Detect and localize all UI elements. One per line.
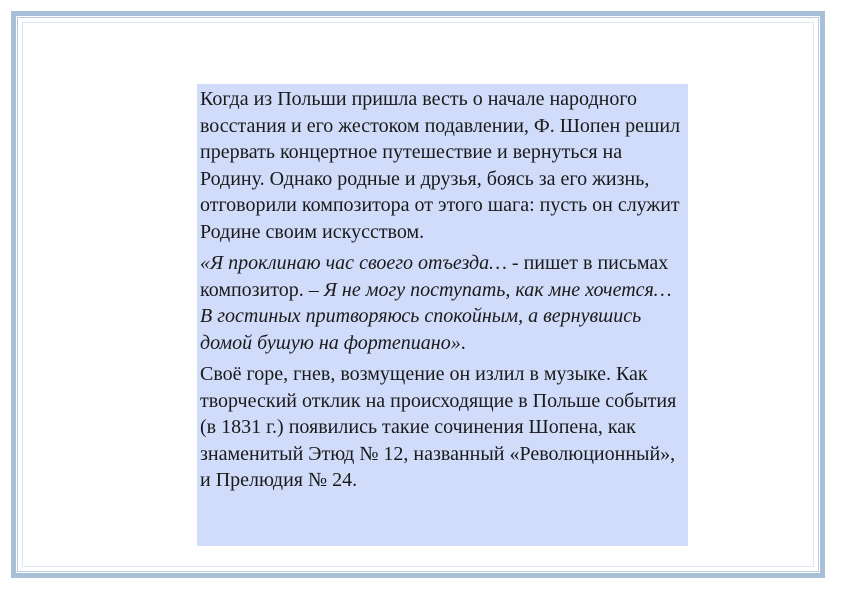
quote-attribution: - пишет в письмах композитор. – bbox=[200, 252, 669, 301]
paragraph-3: Своё горе, гнев, возмущение он излил в музыке. Как творческий отклик на происходящие в Польше события (в 1831 г.) появились такие сочинения Шопена, как знаменитый Этюд № 12, названный «Революционный», и Прелюдия № 24. bbox=[200, 363, 677, 491]
paragraph-2 bbox=[200, 250, 684, 356]
paragraph-1: Когда из Польши пришла весть о начале народного восстания и его жестоком подавлении, Ф. Шопен решил прервать концертное путешествие и вернуться на Родину. Однако родные и друзья, боясь за его жизнь, отговорили композитора от этого шага: пусть он служит Родине своим искусством. bbox=[200, 88, 681, 243]
quote-part-2: Я не могу поступать, как мне хочется… В гостиных притворяюсь спокойным, а вернувшись домой бушую на фортепиано» bbox=[200, 278, 672, 354]
text-box[interactable] bbox=[197, 84, 688, 546]
quote-part-1: «Я проклинаю час своего отъезда… bbox=[200, 252, 507, 274]
quote-end: . bbox=[460, 331, 466, 354]
